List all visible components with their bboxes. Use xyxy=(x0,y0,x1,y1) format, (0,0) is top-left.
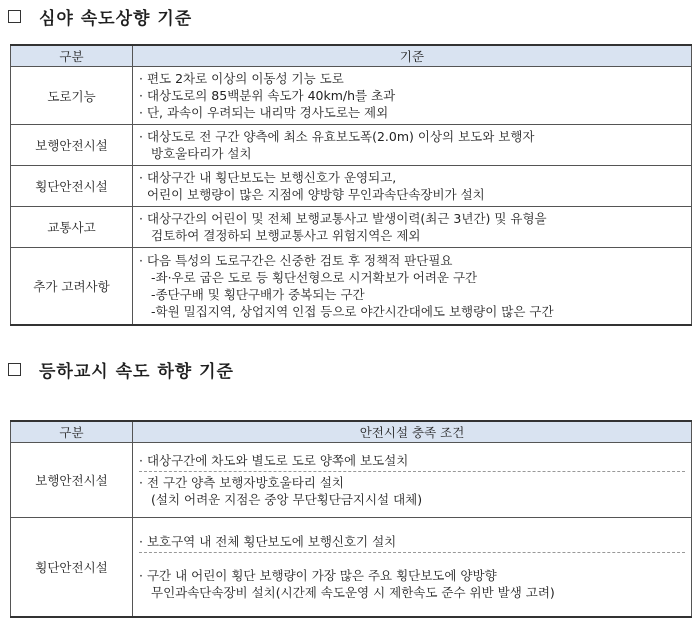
header-category: 구분 xyxy=(11,421,133,443)
row-category: 횡단안전시설 xyxy=(11,518,133,618)
row-category: 추가 고려사항 xyxy=(11,248,133,326)
criteria-line: (설치 어려운 지점은 중앙 무단횡단금지시설 대체) xyxy=(151,492,423,507)
header-criteria: 안전시설 충족 조건 xyxy=(133,421,692,443)
criteria-line: · 다음 특성의 도로구간은 신중한 검토 후 정책적 판단필요 xyxy=(139,253,453,268)
checkbox-square-icon xyxy=(8,10,21,23)
criteria-line: -학원 밀집지역, 상업지역 인접 등으로 야간시간대에도 보행량이 많은 구간 xyxy=(151,304,554,319)
criteria-line: · 구간 내 어린이 횡단 보행량이 가장 많은 주요 횡단보도에 양방향 xyxy=(139,568,497,583)
row-criteria xyxy=(133,67,692,125)
school-speed-criteria-table xyxy=(10,420,692,618)
row-criteria xyxy=(133,518,692,618)
header-category: 구분 xyxy=(11,45,133,67)
criteria-line: 어린이 보행량이 많은 지점에 양방향 무인과속단속장비가 설치 xyxy=(139,187,485,202)
table-row xyxy=(11,125,692,166)
table-row xyxy=(11,67,692,125)
row-category: 도로기능 xyxy=(11,67,133,125)
row-category: 보행안전시설 xyxy=(11,443,133,518)
row-criteria xyxy=(133,207,692,248)
section-title-text: 심야 속도상향 기준 xyxy=(39,9,193,29)
table-row xyxy=(11,248,692,326)
row-criteria xyxy=(133,248,692,326)
criteria-line: · 전 구간 양측 보행자방호울타리 설치 xyxy=(139,475,344,490)
criteria-line: · 보호구역 내 전체 횡단보도에 보행신호기 설치 xyxy=(139,534,397,549)
section-title-text: 등하교시 속도 하향 기준 xyxy=(39,362,234,382)
table-row xyxy=(11,166,692,207)
criteria-line: -좌·우로 굽은 도로 등 횡단선형으로 시거확보가 어려운 구간 xyxy=(151,270,478,285)
night-speed-criteria-table xyxy=(10,44,692,326)
criteria-line: · 편도 2차로 이상의 이동성 기능 도로 xyxy=(139,71,344,86)
table-row xyxy=(11,518,692,618)
criteria-line: · 대상구간 내 횡단보도는 보행신호가 운영되고, xyxy=(139,170,397,185)
criteria-line: 검토하여 결정하되 보행교통사고 위험지역은 제외 xyxy=(151,228,421,243)
table-header-row xyxy=(11,45,692,67)
row-criteria xyxy=(133,166,692,207)
criteria-line: 방호울타리가 설치 xyxy=(151,146,252,161)
row-criteria xyxy=(133,443,692,518)
criteria-line: 무인과속단속장비 설치(시간제 속도운영 시 제한속도 준수 위반 발생 고려) xyxy=(151,585,555,600)
table-row xyxy=(11,443,692,518)
table-header-row xyxy=(11,421,692,443)
table-row xyxy=(11,207,692,248)
criteria-line: · 단, 과속이 우려되는 내리막 경사도로는 제외 xyxy=(139,105,389,120)
criteria-line: -종단구배 및 횡단구배가 중복되는 구간 xyxy=(151,287,365,302)
header-criteria: 기준 xyxy=(133,45,692,67)
criteria-line: · 대상구간의 어린이 및 전체 보행교통사고 발생이력(최근 3년간) 및 유형을 xyxy=(139,211,547,226)
dashed-divider xyxy=(139,552,685,553)
dashed-divider xyxy=(139,471,685,472)
row-category: 보행안전시설 xyxy=(11,125,133,166)
criteria-line: · 대상구간에 차도와 별도로 도로 양쪽에 보도설치 xyxy=(139,453,409,468)
criteria-line: · 대상도로의 85백분위 속도가 40km/h를 초과 xyxy=(139,88,396,103)
row-criteria xyxy=(133,125,692,166)
section-title-night-speed xyxy=(8,4,192,29)
row-category: 횡단안전시설 xyxy=(11,166,133,207)
criteria-line: · 대상도로 전 구간 양측에 최소 유효보도폭(2.0m) 이상의 보도와 보행자 xyxy=(139,129,535,144)
row-category: 교통사고 xyxy=(11,207,133,248)
section-title-school-speed xyxy=(8,357,234,382)
checkbox-square-icon xyxy=(8,363,21,376)
